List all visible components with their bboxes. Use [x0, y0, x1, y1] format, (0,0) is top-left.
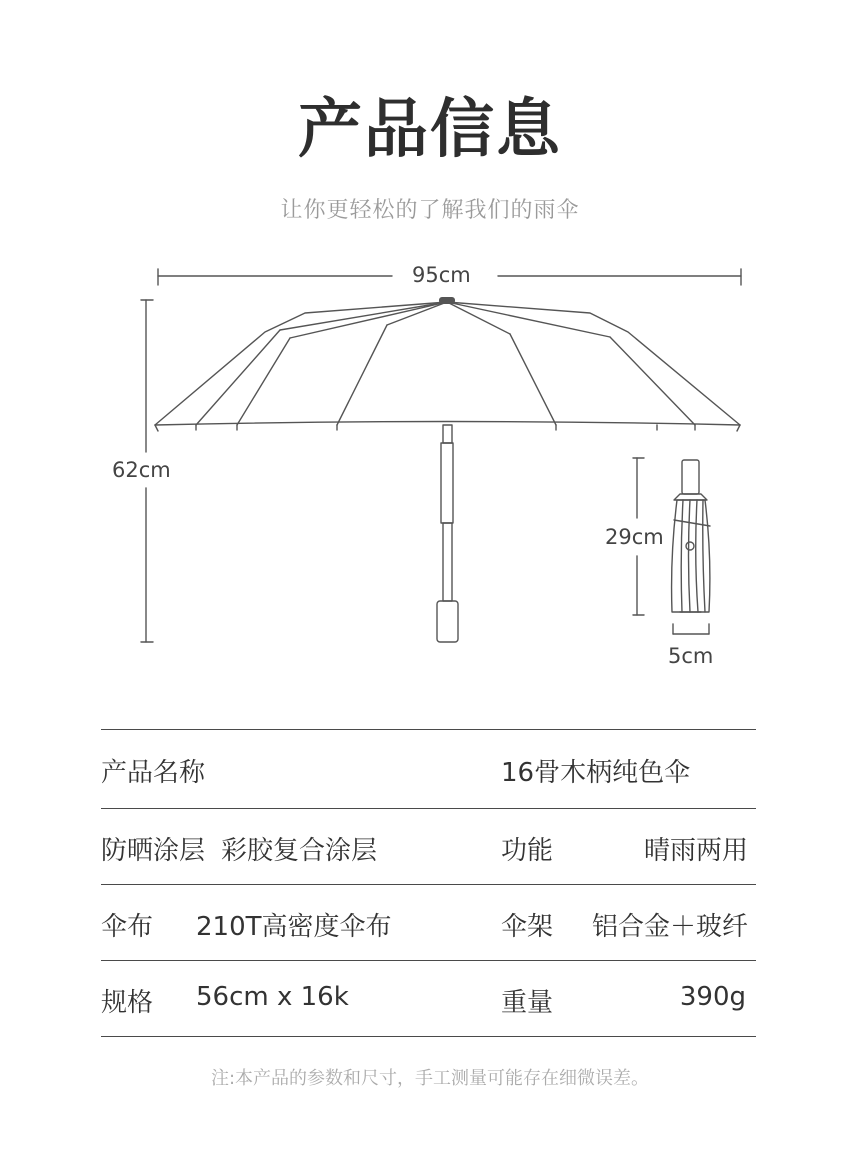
measurement-footnote: 注:本产品的参数和尺寸，手工测量可能存在细微误差。	[210, 1068, 650, 1089]
umbrella-shaft	[441, 425, 453, 601]
spec-label-fabric: 伞布	[101, 912, 154, 942]
table-divider	[101, 729, 756, 730]
table-divider	[101, 884, 756, 885]
spec-label-frame: 伞架	[501, 912, 554, 942]
spec-value-frame: 铝合金＋玻纤	[591, 912, 748, 942]
folded-height-label: 29cm	[605, 525, 664, 549]
spec-label-name: 产品名称	[101, 758, 206, 788]
spec-label-function: 功能	[501, 836, 554, 866]
spec-value-function: 晴雨两用	[643, 836, 748, 866]
open-width-label: 95cm	[412, 263, 471, 287]
spec-value-name: 16骨木柄纯色伞	[501, 758, 691, 788]
table-divider	[101, 1036, 756, 1037]
folded-width-dimension-line	[673, 624, 709, 634]
table-divider	[101, 960, 756, 961]
umbrella-tip	[439, 297, 455, 304]
spec-value-fabric: 210T高密度伞布	[196, 912, 392, 942]
folded-diameter-label: 5cm	[668, 644, 714, 668]
spec-label-coating: 防晒涂层	[101, 836, 206, 866]
open-umbrella-canopy	[155, 302, 740, 431]
spec-value-size: 56cm x 16k	[196, 982, 349, 1012]
spec-label-weight: 重量	[501, 988, 554, 1018]
spec-value-weight: 390g	[679, 982, 746, 1012]
wooden-handle	[437, 601, 458, 642]
page-title: 产品信息	[298, 93, 562, 167]
folded-umbrella	[672, 460, 710, 612]
spec-label-size: 规格	[101, 988, 154, 1018]
open-height-label: 62cm	[112, 458, 171, 482]
page-subtitle: 让你更轻松的了解我们的雨伞	[280, 198, 580, 223]
spec-value-coating: 彩胶复合涂层	[221, 836, 378, 866]
table-divider	[101, 808, 756, 809]
